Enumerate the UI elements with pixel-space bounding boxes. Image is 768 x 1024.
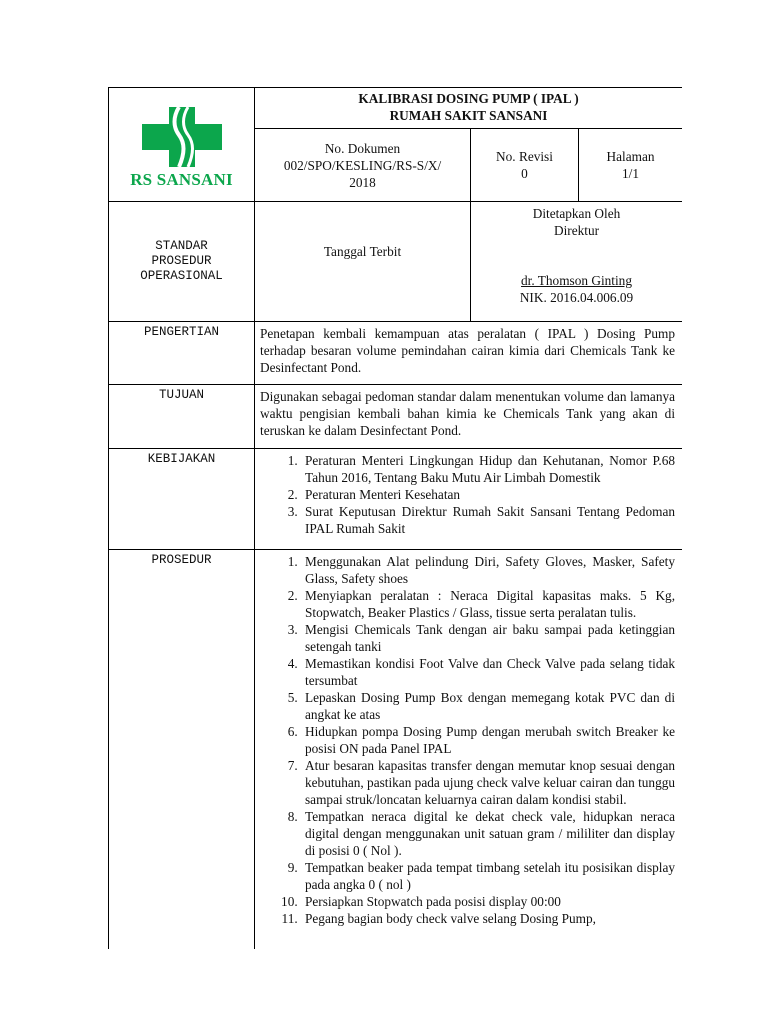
title-line-1: KALIBRASI DOSING PUMP ( IPAL ): [358, 91, 579, 106]
green-cross-logo-icon: [139, 105, 225, 169]
sop-label-line-3: OPERASIONAL: [140, 269, 223, 283]
kebijakan-label: KEBIJAKAN: [109, 449, 255, 550]
signature-space: [471, 239, 682, 272]
kebijakan-list: [255, 452, 675, 537]
hospital-logo: [109, 99, 254, 190]
list-item: 5. Lepaskan Dosing Pump Box dengan memegang kotak PVC dan di angkat ke atas: [301, 689, 675, 723]
doc-number-label: No. Dokumen: [324, 140, 401, 156]
list-item: 8. Tempatkan neraca digital ke dekat check vale, hidupkan neraca digital dengan menggunakan unit satuan gram / mililiter dan display di posisi 0 ( Nol ).: [301, 808, 675, 859]
list-item: 9. Tempatkan beaker pada tempat timbang setelah itu posisikan display pada angka 0 ( nol ): [301, 859, 675, 893]
list-item: 1. Peraturan Menteri Lingkungan Hidup dan Kehutanan, Nomor P.68 Tahun 2016, Tentang Baku Mutu Air Limbah Domestik: [301, 452, 675, 486]
sop-document: [108, 87, 682, 949]
list-item: 4. Memastikan kondisi Foot Valve dan Check Valve pada selang tidak tersumbat: [301, 655, 675, 689]
revision-cell: [471, 129, 579, 202]
sop-label-line-1: STANDAR: [155, 239, 208, 253]
tujuan-label: TUJUAN: [109, 385, 255, 449]
list-item: 3. Surat Keputusan Direktur Rumah Sakit Sansani Tentang Pedoman IPAL Rumah Sakit: [301, 503, 675, 537]
sop-label-cell: [109, 202, 255, 322]
revision-value: 0: [521, 166, 528, 181]
title-line-2: RUMAH SAKIT SANSANI: [389, 108, 548, 123]
page-cell: [579, 129, 683, 202]
list-item: 6. Hidupkan pompa Dosing Pump dengan merubah switch Breaker ke posisi ON pada Panel IPAL: [301, 723, 675, 757]
logo-cell: [109, 88, 255, 202]
list-item: 7. Atur besaran kapasitas transfer dengan memutar knop sesuai dengan kebutuhan, pastikan pada ujung check valve keluar cairan dan tunggu sampai struk/loncatan keluarnya cairan dalam kondisi stabil.: [301, 757, 675, 808]
sop-table: [108, 87, 682, 949]
list-item: 3. Mengisi Chemicals Tank dengan air baku sampai pada ketinggian setengah tanki: [301, 621, 675, 655]
approver-title: Direktur: [553, 223, 600, 238]
doc-number-year: 2018: [349, 174, 376, 190]
list-item: 11. Pegang bagian body check valve selang Dosing Pump,: [301, 910, 675, 927]
page-label: Halaman: [606, 149, 655, 164]
director-nik: NIK. 2016.04.006.09: [519, 290, 634, 305]
prosedur-list: [255, 553, 675, 927]
revision-label: No. Revisi: [496, 149, 553, 164]
issue-date-label: Tanggal Terbit: [323, 244, 402, 259]
doc-number-cell: [255, 129, 471, 202]
list-item: 2. Menyiapkan peralatan : Neraca Digital kapasitas maks. 5 Kg, Stopwatch, Beaker Plastics / Glass, tissue serta peralatan tulis.: [301, 587, 675, 621]
sop-label-line-2: PROSEDUR: [151, 254, 212, 268]
issue-date-cell: [255, 202, 471, 322]
director-name: dr. Thomson Ginting: [521, 273, 632, 288]
prosedur-label: PROSEDUR: [109, 550, 255, 950]
tujuan-text: Digunakan sebagai pedoman standar dalam menentukan volume dan lamanya waktu pengisian kembali bahan kimia ke Chemicals Tank yang akan di teruskan ke dalam Desinfectant Pond.: [255, 385, 683, 449]
approved-by-label: Ditetapkan Oleh: [532, 206, 621, 221]
logo-text: RS SANSANI: [130, 170, 233, 189]
page-value: 1/1: [622, 166, 640, 181]
prosedur-content: [255, 550, 683, 950]
list-item: 10. Persiapkan Stopwatch pada posisi display 00:00: [301, 893, 675, 910]
pengertian-label: PENGERTIAN: [109, 322, 255, 385]
pengertian-text: Penetapan kembali kemampuan atas peralatan ( IPAL ) Dosing Pump terhadap besaran volume pemindahan cairan kimia dari Chemicals Tank ke Desinfectant Pond.: [255, 322, 683, 385]
approval-cell: [471, 202, 683, 322]
document-title: [255, 88, 683, 129]
doc-number-value: 002/SPO/KESLING/RS-S/X/: [283, 157, 442, 173]
list-item: 2. Peraturan Menteri Kesehatan: [301, 486, 675, 503]
kebijakan-content: [255, 449, 683, 550]
list-item: 1. Menggunakan Alat pelindung Diri, Safety Gloves, Masker, Safety Glass, Safety shoes: [301, 553, 675, 587]
